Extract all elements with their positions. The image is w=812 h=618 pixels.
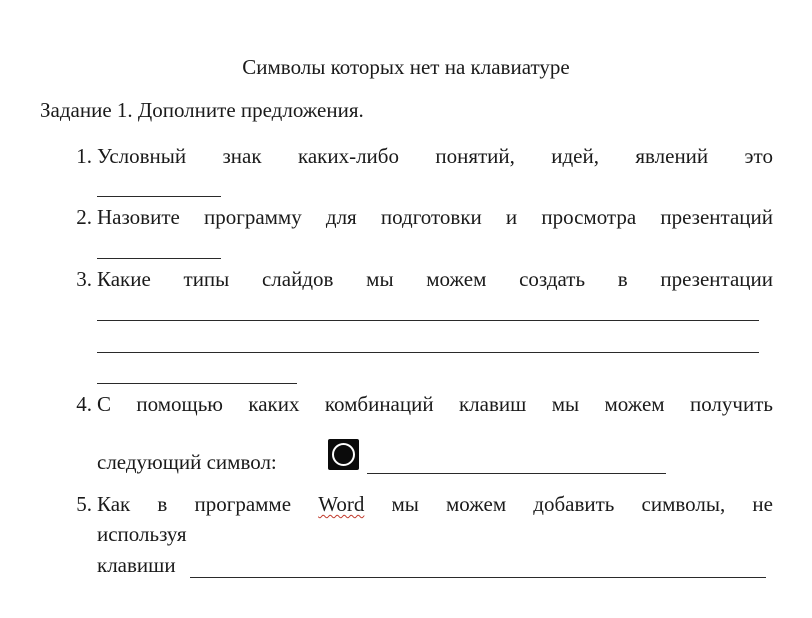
- word: клавиш: [458, 392, 527, 416]
- item-2-number: 2.: [76, 205, 92, 229]
- page-title: Символы которых нет на клавиатуре: [242, 55, 570, 79]
- word: можем: [446, 492, 507, 516]
- word: С: [97, 392, 112, 416]
- word: просмотра: [541, 205, 637, 229]
- word: каких: [248, 392, 300, 416]
- word: идей,: [551, 144, 599, 168]
- item-5-text: [97, 492, 773, 517]
- word: понятий,: [435, 144, 515, 168]
- item-4-number: 4.: [76, 392, 92, 416]
- word: добавить: [533, 492, 615, 516]
- word: это: [744, 144, 773, 168]
- word: презентаций: [660, 205, 773, 229]
- item-2-text: [97, 205, 773, 230]
- item-4-text: [97, 392, 773, 417]
- item-1-number: 1.: [76, 144, 92, 168]
- word: для: [325, 205, 357, 229]
- word: явлений: [635, 144, 709, 168]
- word: подготовки: [380, 205, 482, 229]
- item-3-answer-line-3[interactable]: [97, 383, 297, 384]
- task-heading: Задание 1. Дополните предложения.: [40, 98, 364, 122]
- word: не: [752, 492, 773, 516]
- item-3-answer-line-2[interactable]: [97, 352, 759, 353]
- word: мы: [366, 267, 394, 291]
- word: программу: [203, 205, 302, 229]
- word: можем: [426, 267, 487, 291]
- word: создать: [519, 267, 586, 291]
- item-5-text-line-3: клавиши: [97, 553, 176, 577]
- word: Условный: [97, 144, 187, 168]
- word: помощью: [136, 392, 223, 416]
- word: каких-либо: [297, 144, 399, 168]
- item-5-answer-line[interactable]: [190, 577, 766, 578]
- item-5-number: 5.: [76, 492, 92, 516]
- word: типы: [183, 267, 230, 291]
- word: символы,: [641, 492, 726, 516]
- word: знак: [222, 144, 262, 168]
- item-2-answer-line[interactable]: [97, 258, 221, 259]
- word: в: [617, 267, 628, 291]
- word: Назовите: [97, 205, 180, 229]
- item-3-answer-line-1[interactable]: [97, 320, 759, 321]
- item-4-answer-line[interactable]: [367, 473, 666, 474]
- word: Word: [318, 492, 365, 516]
- word: можем: [604, 392, 665, 416]
- word: Как: [97, 492, 131, 516]
- word: мы: [551, 392, 580, 416]
- item-1-text: [97, 144, 773, 169]
- word: комбинаций: [324, 392, 434, 416]
- item-3-number: 3.: [76, 267, 92, 291]
- word: мы: [391, 492, 419, 516]
- item-4-text-line-2: следующий символ:: [97, 450, 277, 474]
- circle-symbol-icon: [328, 439, 359, 470]
- word: презентации: [660, 267, 773, 291]
- item-3-text: [97, 267, 773, 292]
- item-1-answer-line[interactable]: [97, 196, 221, 197]
- word: слайдов: [261, 267, 334, 291]
- word: и: [505, 205, 518, 229]
- item-5-text-line-2: используя: [97, 522, 187, 546]
- word: получить: [689, 392, 773, 416]
- word: Какие: [97, 267, 151, 291]
- word: программе: [194, 492, 292, 516]
- word: в: [157, 492, 168, 516]
